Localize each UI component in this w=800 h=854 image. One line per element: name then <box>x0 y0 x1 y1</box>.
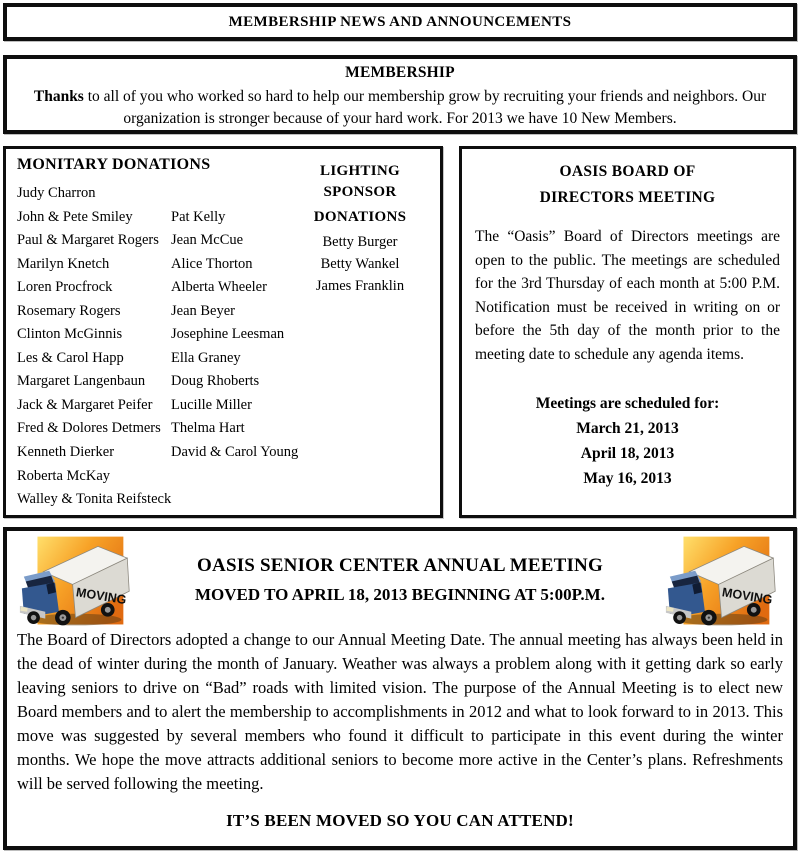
donor-name: Judy Charron <box>17 185 96 201</box>
donor-name: Doug Rhoberts <box>171 373 260 390</box>
truck-label: MOVING <box>75 585 129 608</box>
membership-box <box>3 55 797 134</box>
donor-name: Alberta Wheeler <box>171 279 267 296</box>
annual-meeting-box <box>3 527 797 850</box>
donor-name: John & Pete Smiley <box>17 208 133 225</box>
donor-name: Les & Carol Happ <box>17 349 124 366</box>
sponsor-name: Betty Wankel <box>320 256 400 272</box>
board-meeting-box <box>459 146 796 518</box>
donor-name: Jack & Margaret Peifer <box>17 396 153 413</box>
board-title-line1: OASIS BOARD OF <box>559 163 696 180</box>
membership-title: MEMBERSHIP <box>345 64 455 81</box>
board-title-line2: DIRECTORS MEETING <box>539 189 716 206</box>
lighting-heading-line3: DONATIONS <box>313 209 407 225</box>
annual-meeting-title: OASIS SENIOR CENTER ANNUAL MEETING <box>197 555 603 576</box>
donor-name: Walley & Tonita Reifsteck <box>17 491 172 508</box>
donor-name: Clinton McGinnis <box>17 326 123 343</box>
schedule-date: May 16, 2013 <box>583 469 672 487</box>
meeting-schedule <box>475 391 780 491</box>
donor-name: David & Carol Young <box>171 443 299 460</box>
sponsor-name: James Franklin <box>315 278 405 294</box>
donor-name: Rosemary Rogers <box>17 302 121 319</box>
donor-name: Pat Kelly <box>171 208 226 225</box>
monitary-donations-title: MONITARY DONATIONS <box>17 156 211 173</box>
board-meeting-title <box>475 159 780 211</box>
donor-column-2 <box>171 206 299 465</box>
donor-name: Jean McCue <box>171 232 244 249</box>
page-title: MEMBERSHIP NEWS AND ANNOUNCEMENTS <box>228 13 572 30</box>
annual-meeting-closing: IT’S BEEN MOVED SO YOU CAN ATTEND! <box>226 811 574 830</box>
lighting-heading-line2: SPONSOR <box>323 184 397 200</box>
schedule-date: April 18, 2013 <box>580 444 675 462</box>
banner-box <box>3 3 797 41</box>
donor-name: Fred & Dolores Detmers <box>17 420 161 437</box>
annual-meeting-subtitle: MOVED TO APRIL 18, 2013 BEGINNING AT 5:00P.M. <box>195 585 605 604</box>
donor-name: Kenneth Dierker <box>17 444 115 461</box>
truck-label: MOVING <box>721 585 775 608</box>
donor-name: Josephine Leesman <box>171 326 285 343</box>
donor-name: Marilyn Knetch <box>17 255 110 272</box>
monitary-donations-box <box>3 146 443 518</box>
donor-name: Paul & Margaret Rogers <box>17 232 159 249</box>
donor-name: Ella Graney <box>171 349 241 366</box>
donor-name: Loren Procfrock <box>17 279 113 296</box>
donor-name: Lucille Miller <box>171 396 252 413</box>
membership-body-text: to all of you who worked so hard to help our membership grow by recruiting your friends and neighbors. Our organization is stronger because of your hard work. For 2013 we have 10 New Members. <box>83 88 767 127</box>
donor-name: Jean Beyer <box>171 302 236 319</box>
lighting-heading-line1: LIGHTING <box>320 163 400 179</box>
moving-truck-icon <box>662 535 784 629</box>
board-meeting-body: The “Oasis” Board of Directors meetings are open to the public. The meetings are scheduled for the 3rd Thursday of each month at 5:00 P.M. Notification must be received in writing on or before the 5th day of the month prior to the meeting date to schedule any agenda items. <box>475 228 780 363</box>
schedule-label: Meetings are scheduled for: <box>535 394 720 412</box>
membership-body <box>12 86 788 129</box>
donor-column-1 <box>17 182 172 512</box>
lighting-sponsor-names <box>282 231 438 297</box>
schedule-date: March 21, 2013 <box>576 419 679 437</box>
donor-name: Margaret Langenbaun <box>17 373 146 390</box>
sponsor-name: Betty Burger <box>322 234 398 250</box>
thanks-word: Thanks <box>33 88 84 105</box>
moving-truck-icon <box>16 535 138 629</box>
donor-name: Roberta McKay <box>17 467 111 484</box>
donor-name: Alice Thorton <box>171 255 253 272</box>
annual-meeting-header <box>142 555 658 605</box>
donor-name: Thelma Hart <box>171 420 245 437</box>
lighting-sponsor-section <box>282 161 438 297</box>
annual-meeting-body: The Board of Directors adopted a change to our Annual Meeting Date. The annual meeting has always been held in the dead of winter during the month of January. Weather was always a problem along with it getting dark so early leaving seniors to drive on “Bad” roads with limited vision. The purpose of the Annual Meeting is to elect new Board members and to alert the membership to accomplishments in 2012 and what to look forward to in 2013. This move was suggested by several members who found it difficult to participate in this event during the winter months. We hope the move attracts additional seniors to become more active in the Center’s plans. Refreshments will be served following the meeting. <box>17 630 783 793</box>
